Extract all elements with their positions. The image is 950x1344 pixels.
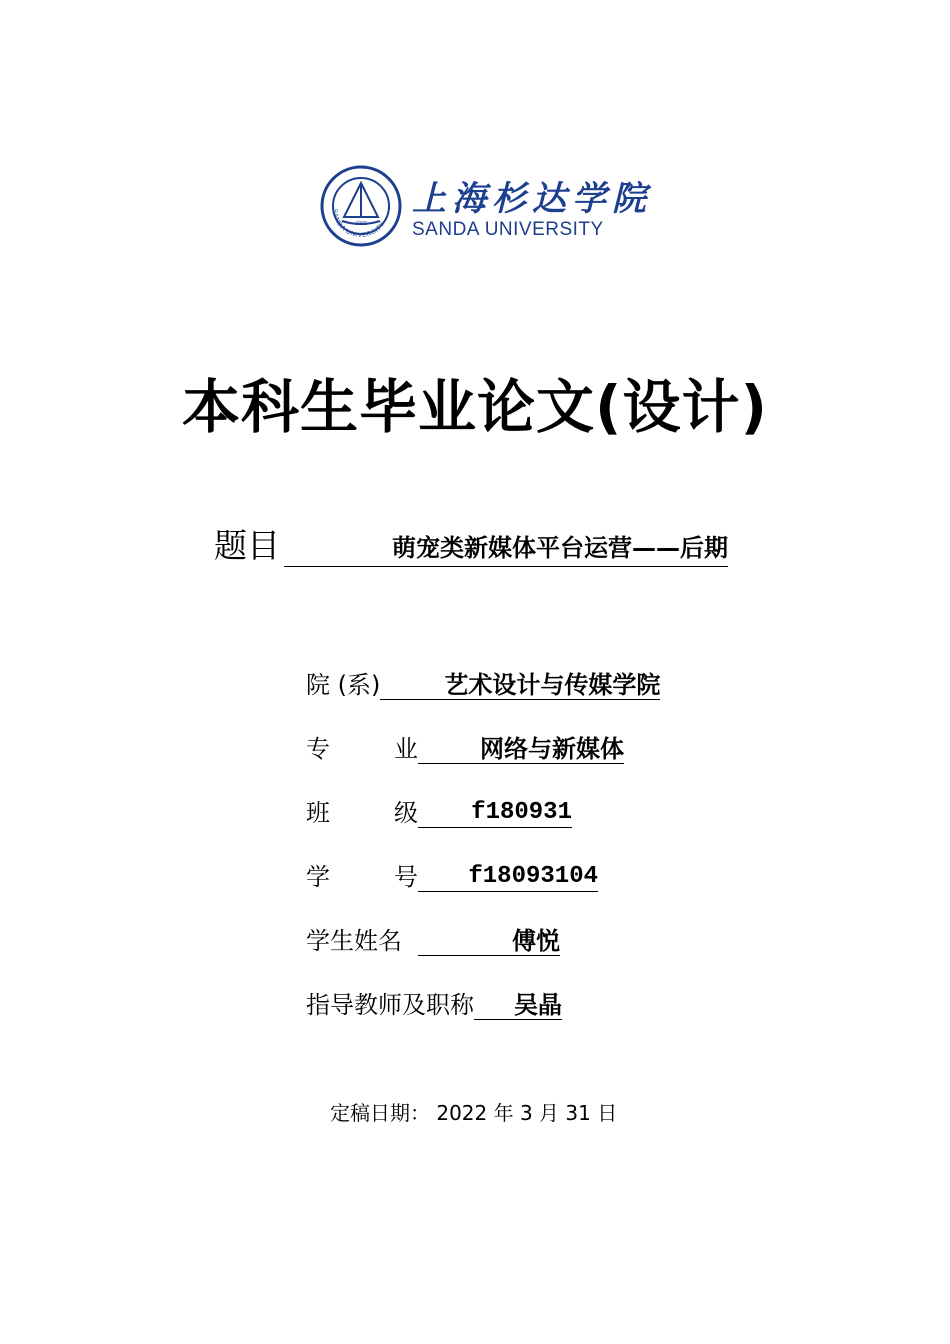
major-value: 网络与新媒体 <box>418 735 624 764</box>
university-seal-icon <box>320 165 402 247</box>
department-label: 院 (系) <box>306 671 381 699</box>
student-name-value: 傅悦 <box>418 927 560 956</box>
final-date-value: 2022 年 3 月 31 日 <box>436 1101 618 1125</box>
department-value: 艺术设计与传媒学院 <box>380 671 660 700</box>
topic-value: 萌宠类新媒体平台运营——后期 <box>284 532 728 567</box>
student-id-value: f18093104 <box>418 863 598 892</box>
final-date-row <box>330 1097 617 1126</box>
student-id-label: 学 号 <box>306 863 418 891</box>
advisor-label: 指导教师及职称 <box>306 991 474 1019</box>
major-row <box>306 734 624 764</box>
major-label: 专 业 <box>306 735 418 763</box>
document-title: 本科生毕业论文(设计) <box>181 373 769 441</box>
university-name-en: SANDA UNIVERSITY <box>412 219 604 240</box>
seal-year: 1992 <box>355 221 367 227</box>
topic-row <box>214 520 728 564</box>
advisor-value: 吴晶 <box>474 991 562 1020</box>
university-logo <box>320 165 652 247</box>
class-label: 班 级 <box>306 799 418 827</box>
seal-text: SANDA UNIVERSITY <box>330 208 387 240</box>
student-id-row <box>306 862 598 892</box>
topic-label: 题目 <box>214 526 280 565</box>
advisor-row <box>306 990 562 1020</box>
department-row <box>306 670 660 700</box>
university-name-cn: 上海杉达学院 <box>412 179 652 219</box>
class-row <box>306 798 572 828</box>
class-value: f180931 <box>418 799 572 828</box>
student-name-label: 学生姓名 <box>306 927 402 955</box>
student-name-row <box>306 926 560 956</box>
final-date-label: 定稿日期： <box>330 1101 430 1125</box>
